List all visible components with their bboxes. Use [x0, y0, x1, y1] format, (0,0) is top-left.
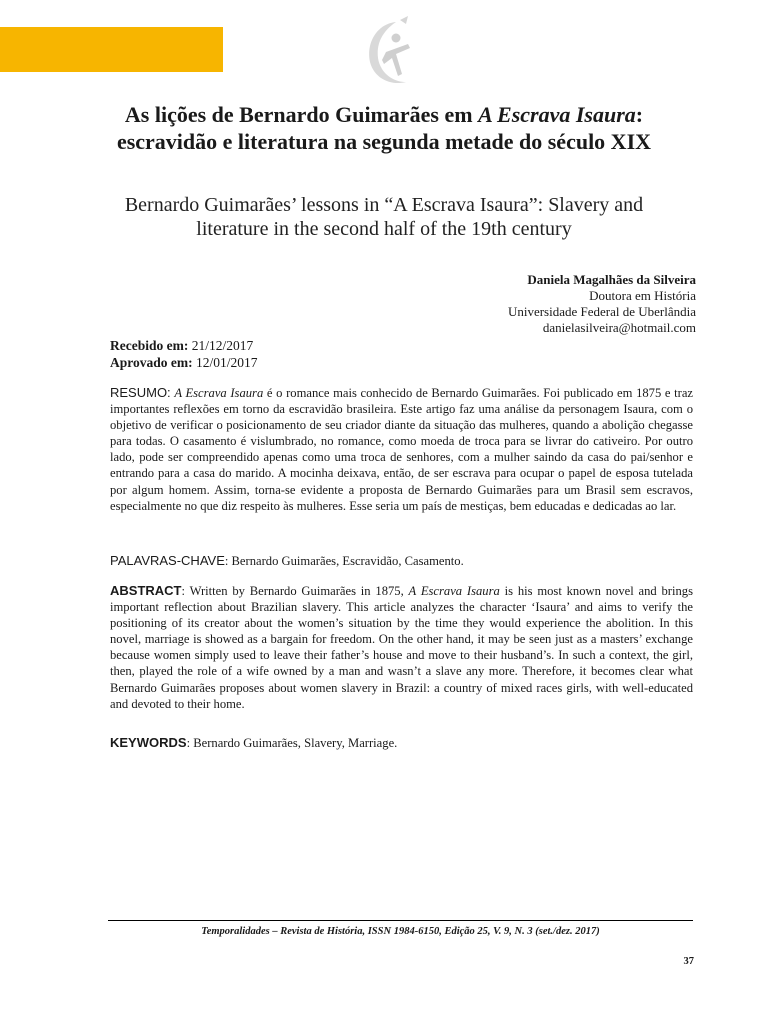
- keywords-label: KEYWORDS: [110, 735, 187, 750]
- article-title: As lições de Bernardo Guimarães em A Escrava Isaura: escravidão e literatura na segunda metade do século XIX: [116, 102, 652, 154]
- approved-date-line: Aprovado em: 12/01/2017: [110, 355, 258, 370]
- author-email: danielasilveira@hotmail.com: [542, 320, 696, 335]
- journal-logo-icon: [356, 16, 420, 94]
- keywords-line: KEYWORDS: Bernardo Guimarães, Slavery, Marriage.: [110, 735, 398, 750]
- palavras-chave-line: PALAVRAS-CHAVE: Bernardo Guimarães, Escravidão, Casamento.: [110, 553, 464, 568]
- author-block: [508, 272, 696, 336]
- abstract-paragraph: ABSTRACT: Written by Bernardo Guimarães in 1875, A Escrava Isaura is his most known novel and brings important reflection about Brazilian slavery. This article analyzes the character ‘Isaura’ and aims to verify the positioning of its creator about the women’s situation by the time they would experience the abolition. In this novel, marriage is showed as a bargain for freedom. On the other hand, it may be seen just as a masters’ exchange because women simply used to leave their father’s house and move to their husband’s. In such a context, the girl, then, played the role of a wife owned by a man and wasn’t a slave any more. Therefore, it becomes clear what Bernardo Guimarães proposes about women slavery in Brazil: a country of mixed races girls, with well-educated and devoted to their home.: [110, 583, 693, 711]
- received-date-line: Recebido em: 21/12/2017: [110, 338, 254, 353]
- header-accent-bar: [0, 27, 223, 72]
- page-number: 37: [683, 956, 694, 967]
- resumo-paragraph: RESUMO: A Escrava Isaura é o romance mais conhecido de Bernardo Guimarães. Foi publicado em 1875 e traz importantes reflexões em torno da escravidão brasileira. Este artigo faz uma análise da personagem Isaura, com o objetivo de verificar o posicionamento de seu criador diante da situação das mulheres, quando a abolição chegasse para todas. O casamento é vislumbrado, no romance, como moeda de troca para se livrar do cativeiro. Por outro lado, pode ser compreendido apenas como uma troca de senhores, com a mulher saindo da casa do pai/senhor e entrando para a casa do marido. A mocinha deixava, então, de ser escrava para ocupar o papel de esposa tutelada por algum homem. Assim, torna-se evidente a proposta de Bernardo Guimarães para um Brasil sem escravos, especialmente no que diz respeito às mulheres. Esse seria um país de mestiças, bem educadas e dedicadas ao lar.: [110, 385, 694, 513]
- palavras-chave-label: PALAVRAS-CHAVE: [110, 553, 225, 568]
- resumo-label: RESUMO:: [110, 385, 171, 400]
- article-subtitle: Bernardo Guimarães’ lessons in “A Escrava Isaura”: Slavery and literature in the second half of the 19th century: [124, 194, 644, 240]
- author-degree: Doutora em História: [589, 288, 696, 303]
- author-name: Daniela Magalhães da Silveira: [527, 272, 696, 287]
- submission-dates: [110, 337, 258, 371]
- abstract-label: ABSTRACT: [110, 583, 182, 598]
- footer-divider: [108, 920, 693, 921]
- journal-citation-footer: Temporalidades – Revista de História, ISSN 1984-6150, Edição 25, V. 9, N. 3 (set./dez. 2017): [201, 926, 600, 937]
- author-institution: Universidade Federal de Uberlândia: [507, 304, 696, 319]
